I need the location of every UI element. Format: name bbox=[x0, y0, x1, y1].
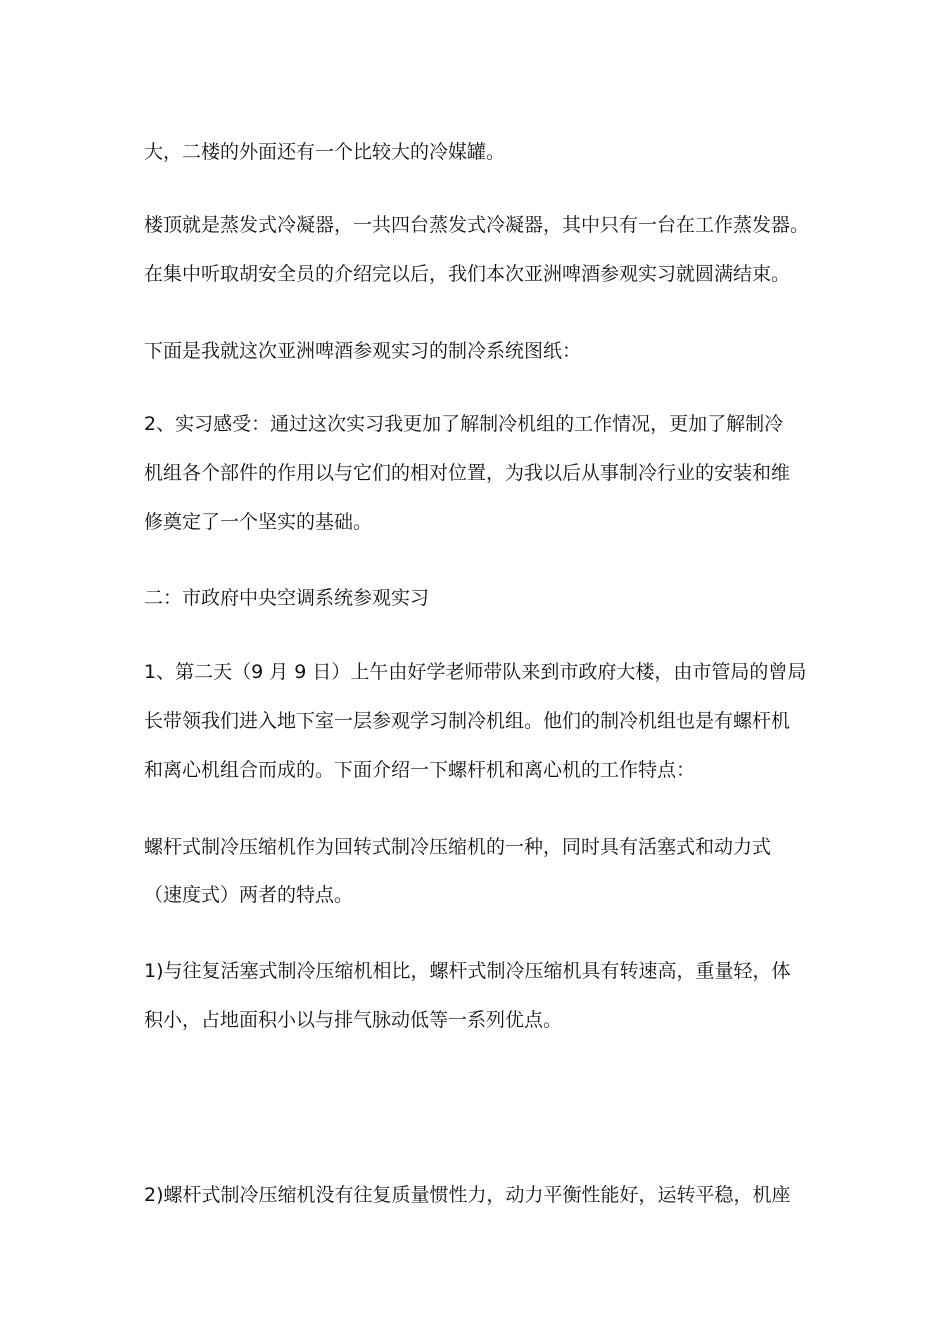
text-line: 2)螺杆式制冷压缩机没有往复质量惯性力，动力平衡性能好，运转平稳，机座 bbox=[144, 1184, 791, 1206]
text-line: 2、实习感受：通过这次实习我更加了解制冷机组的工作情况，更加了解制冷 bbox=[144, 413, 784, 435]
text-line: 机组各个部件的作用以与它们的相对位置，为我以后从事制冷行业的安装和维 bbox=[144, 462, 791, 484]
text-line: 积小，占地面积小以与排气脉动低等一系列优点。 bbox=[144, 1009, 563, 1031]
text-line: 在集中听取胡安全员的介绍完以后，我们本次亚洲啤酒参观实习就圆满结束。 bbox=[144, 263, 791, 285]
text-line: 长带领我们进入地下室一层参观学习制冷机组。他们的制冷机组也是有螺杆机 bbox=[144, 710, 791, 732]
text-line: 螺杆式制冷压缩机作为回转式制冷压缩机的一种，同时具有活塞式和动力式 bbox=[144, 836, 772, 858]
text-line: 修奠定了一个坚实的基础。 bbox=[144, 511, 373, 533]
text-line: 楼顶就是蒸发式冷凝器，一共四台蒸发式冷凝器，其中只有一台在工作蒸发器。 bbox=[144, 214, 810, 236]
text-line: 大，二楼的外面还有一个比较大的冷媒罐。 bbox=[144, 141, 506, 163]
text-line: 和离心机组合而成的。下面介绍一下螺杆机和离心机的工作特点： bbox=[144, 759, 696, 781]
text-line: （速度式）两者的特点。 bbox=[144, 884, 354, 906]
section-heading: 二：市政府中央空调系统参观实习 bbox=[144, 587, 430, 609]
text-line: 1、第二天（9 月 9 日）上午由好学老师带队来到市政府大楼，由市管局的曾局 bbox=[144, 661, 807, 683]
text-line: 下面是我就这次亚洲啤酒参观实习的制冷系统图纸： bbox=[144, 340, 582, 362]
text-line: 1)与往复活塞式制冷压缩机相比，螺杆式制冷压缩机具有转速高，重量轻，体 bbox=[144, 960, 791, 982]
